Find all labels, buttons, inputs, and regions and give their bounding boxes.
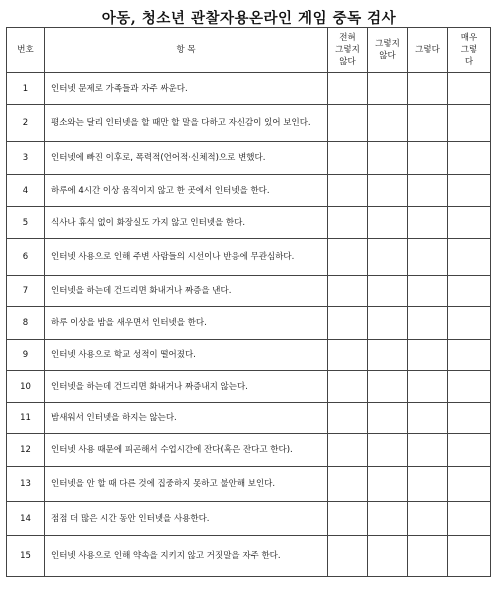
answer-cell-strongly-disagree[interactable] <box>328 307 368 340</box>
answer-cell-strongly-agree[interactable] <box>448 502 491 536</box>
question-number: 3 <box>7 142 45 175</box>
question-number: 12 <box>7 434 45 467</box>
answer-cell-strongly-agree[interactable] <box>448 434 491 467</box>
header-option-agree: 그렇다 <box>408 28 448 73</box>
answer-cell-agree[interactable] <box>408 207 448 239</box>
question-number: 15 <box>7 536 45 577</box>
answer-cell-strongly-agree[interactable] <box>448 239 491 276</box>
question-row <box>7 105 491 142</box>
answer-cell-agree[interactable] <box>408 239 448 276</box>
answer-cell-strongly-disagree[interactable] <box>328 467 368 502</box>
answer-cell-strongly-disagree[interactable] <box>328 403 368 434</box>
question-number: 11 <box>7 403 45 434</box>
answer-cell-disagree[interactable] <box>368 276 408 307</box>
question-row <box>7 536 491 577</box>
question-row <box>7 276 491 307</box>
question-text: 밤새워서 인터넷을 하지는 않는다. <box>45 403 328 434</box>
answer-cell-strongly-agree[interactable] <box>448 276 491 307</box>
answer-cell-disagree[interactable] <box>368 502 408 536</box>
answer-cell-strongly-agree[interactable] <box>448 105 491 142</box>
answer-cell-strongly-disagree[interactable] <box>328 276 368 307</box>
question-row <box>7 502 491 536</box>
answer-cell-agree[interactable] <box>408 73 448 105</box>
answer-cell-disagree[interactable] <box>368 403 408 434</box>
answer-cell-strongly-agree[interactable] <box>448 142 491 175</box>
answer-cell-agree[interactable] <box>408 142 448 175</box>
answer-cell-agree[interactable] <box>408 371 448 403</box>
header-item: 항 목 <box>45 28 328 73</box>
question-text: 인터넷을 하는데 건드리면 화내거나 짜증을 낸다. <box>45 276 328 307</box>
question-text: 인터넷을 하는데 건드리면 화내거나 짜증내지 않는다. <box>45 371 328 403</box>
answer-cell-agree[interactable] <box>408 307 448 340</box>
question-row <box>7 467 491 502</box>
question-text: 하루에 4시간 이상 움직이지 않고 한 곳에서 인터넷을 한다. <box>45 175 328 207</box>
answer-cell-strongly-agree[interactable] <box>448 536 491 577</box>
answer-cell-strongly-disagree[interactable] <box>328 340 368 371</box>
question-text: 인터넷에 빠진 이후로, 폭력적(언어적·신체적)으로 변했다. <box>45 142 328 175</box>
answer-cell-disagree[interactable] <box>368 371 408 403</box>
answer-cell-strongly-agree[interactable] <box>448 371 491 403</box>
question-text: 인터넷을 안 할 때 다른 것에 집중하지 못하고 불안해 보인다. <box>45 467 328 502</box>
question-row <box>7 307 491 340</box>
question-row <box>7 403 491 434</box>
answer-cell-disagree[interactable] <box>368 536 408 577</box>
answer-cell-strongly-disagree[interactable] <box>328 73 368 105</box>
answer-cell-agree[interactable] <box>408 403 448 434</box>
answer-cell-strongly-disagree[interactable] <box>328 371 368 403</box>
answer-cell-disagree[interactable] <box>368 467 408 502</box>
question-number: 14 <box>7 502 45 536</box>
answer-cell-strongly-disagree[interactable] <box>328 536 368 577</box>
question-row <box>7 175 491 207</box>
answer-cell-strongly-disagree[interactable] <box>328 142 368 175</box>
question-row <box>7 239 491 276</box>
answer-cell-strongly-disagree[interactable] <box>328 175 368 207</box>
question-number: 7 <box>7 276 45 307</box>
answer-cell-strongly-disagree[interactable] <box>328 105 368 142</box>
question-number: 8 <box>7 307 45 340</box>
answer-cell-strongly-disagree[interactable] <box>328 239 368 276</box>
answer-cell-disagree[interactable] <box>368 73 408 105</box>
question-number: 10 <box>7 371 45 403</box>
question-text: 식사나 휴식 없이 화장실도 가지 않고 인터넷을 한다. <box>45 207 328 239</box>
answer-cell-strongly-agree[interactable] <box>448 207 491 239</box>
question-row <box>7 434 491 467</box>
answer-cell-agree[interactable] <box>408 105 448 142</box>
question-row <box>7 371 491 403</box>
answer-cell-disagree[interactable] <box>368 239 408 276</box>
question-text: 점점 더 많은 시간 동안 인터넷을 사용한다. <box>45 502 328 536</box>
header-option-strongly-agree: 매우 그렇 다 <box>448 28 491 73</box>
answer-cell-disagree[interactable] <box>368 142 408 175</box>
answer-cell-strongly-disagree[interactable] <box>328 207 368 239</box>
question-number: 4 <box>7 175 45 207</box>
answer-cell-agree[interactable] <box>408 175 448 207</box>
question-row <box>7 73 491 105</box>
question-text: 인터넷 사용으로 학교 성적이 떨어졌다. <box>45 340 328 371</box>
question-number: 9 <box>7 340 45 371</box>
page-title: 아동, 청소년 관찰자용온라인 게임 중독 검사 <box>101 10 397 27</box>
question-text: 하루 이상을 밤을 새우면서 인터넷을 한다. <box>45 307 328 340</box>
answer-cell-agree[interactable] <box>408 340 448 371</box>
question-text: 평소와는 달리 인터넷을 할 때만 할 말을 다하고 자신감이 있어 보인다. <box>45 105 328 142</box>
answer-cell-strongly-agree[interactable] <box>448 467 491 502</box>
question-number: 2 <box>7 105 45 142</box>
answer-cell-strongly-agree[interactable] <box>448 73 491 105</box>
answer-cell-strongly-disagree[interactable] <box>328 502 368 536</box>
header-row <box>7 28 491 73</box>
answer-cell-agree[interactable] <box>408 536 448 577</box>
answer-cell-strongly-agree[interactable] <box>448 340 491 371</box>
question-text: 인터넷 사용으로 인해 약속을 지키지 않고 거짓말을 자주 한다. <box>45 536 328 577</box>
header-option-disagree: 그렇지 않다 <box>368 28 408 73</box>
answer-cell-strongly-disagree[interactable] <box>328 434 368 467</box>
answer-cell-disagree[interactable] <box>368 307 408 340</box>
answer-cell-agree[interactable] <box>408 467 448 502</box>
question-number: 1 <box>7 73 45 105</box>
answer-cell-agree[interactable] <box>408 502 448 536</box>
question-text: 인터넷 사용 때문에 피곤해서 수업시간에 잔다(혹은 잔다고 한다). <box>45 434 328 467</box>
answer-cell-strongly-agree[interactable] <box>448 175 491 207</box>
answer-cell-disagree[interactable] <box>368 105 408 142</box>
header-option-strongly-disagree: 전혀 그렇지 않다 <box>328 28 368 73</box>
answer-cell-disagree[interactable] <box>368 175 408 207</box>
question-number: 6 <box>7 239 45 276</box>
question-number: 13 <box>7 467 45 502</box>
question-number: 5 <box>7 207 45 239</box>
question-text: 인터넷 문제로 가족들과 자주 싸운다. <box>45 73 328 105</box>
question-text: 인터넷 사용으로 인해 주변 사람들의 시선이나 반응에 무관심하다. <box>45 239 328 276</box>
question-row <box>7 207 491 239</box>
question-row <box>7 142 491 175</box>
survey-table <box>6 27 491 577</box>
answer-cell-disagree[interactable] <box>368 340 408 371</box>
answer-cell-disagree[interactable] <box>368 434 408 467</box>
answer-cell-strongly-agree[interactable] <box>448 403 491 434</box>
question-row <box>7 340 491 371</box>
answer-cell-disagree[interactable] <box>368 207 408 239</box>
answer-cell-agree[interactable] <box>408 276 448 307</box>
header-no: 번호 <box>7 28 45 73</box>
answer-cell-agree[interactable] <box>408 434 448 467</box>
answer-cell-strongly-agree[interactable] <box>448 307 491 340</box>
